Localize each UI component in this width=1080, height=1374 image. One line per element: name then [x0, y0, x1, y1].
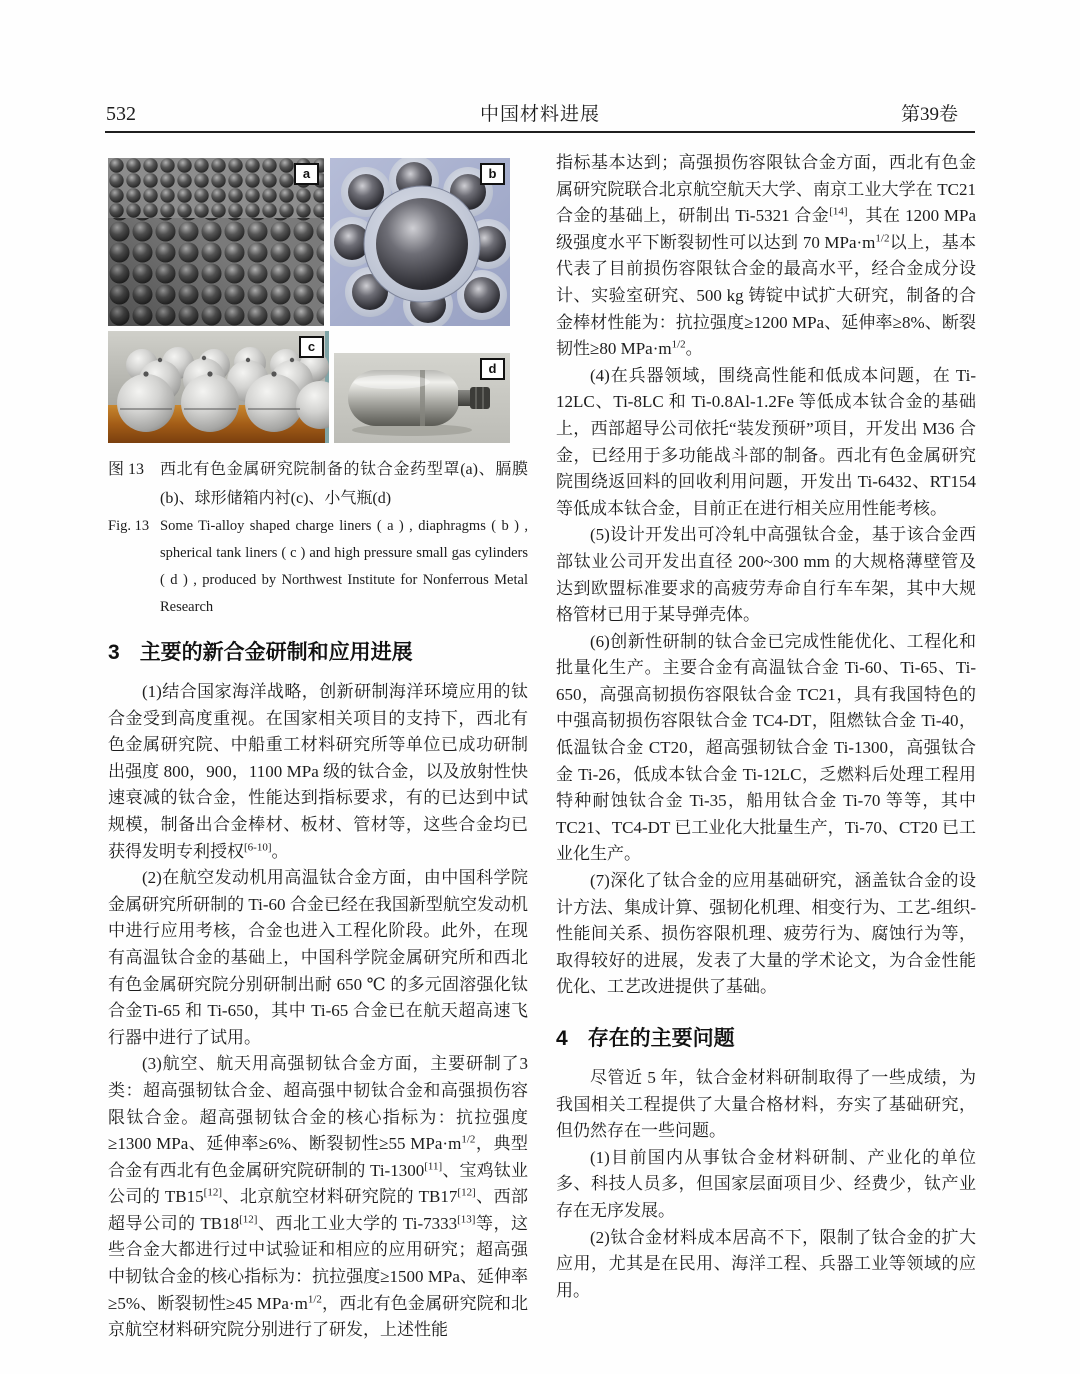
- section-4-title: 存在的主要问题: [587, 1027, 735, 1050]
- para-s3-1: (1)结合国家海洋战略，创新研制海洋环境应用的钛合金受到高度重视。在国家相关项目的支持下，西北有色金属研究院、中船重工材料研究所等单位已成功研制出强度 800，900，1100 MPa 级的钛合金，以及放射性快速衰减的钛合金，性能达到指标要求，有的已达到中试规模，制备出合金棒材、板材、管材等，这些合金均已获得发明专利授权[6-10]。: [108, 682, 528, 861]
- figure-caption-en-text: Some Ti-alloy shaped charge liners ( a ) , diaphragms ( b ) , spherical tank liners ( c ) and high pressure small gas cylinders ( d ) , produced by Northwest Institute for Nonferrous Metal Research: [160, 518, 528, 615]
- journal-title: 中国材料进展: [479, 104, 600, 125]
- page-number: 532: [106, 103, 136, 125]
- shaped-charge-liners-image: [108, 158, 324, 326]
- figure-row-top: [108, 158, 510, 326]
- panel-label-d: d: [480, 358, 505, 380]
- photo-diaphragms: [330, 158, 510, 326]
- para-s3-7: (7)深化了钛合金的应用基础研究，涵盖钛合金的设计方法、集成计算、强韧化机理、相变行为、工艺-组织-性能间关系、损伤容限机理、疲劳行为、腐蚀行为等，取得较好的进展，发表了大量的学术论文，为合金性能优化、工艺改进提供了基础。: [556, 871, 976, 997]
- left-column: [108, 0, 528, 1344]
- para-s4-2: (2)钛合金材料成本居高不下，限制了钛合金的扩大应用，尤其是在民用、海洋工程、兵器工业等领域的应用。: [556, 1227, 976, 1300]
- figure-caption-zh-text: 西北有色金属研究院制备的钛合金药型罩(a)、膈膜(b)、球形储箱内衬(c)、小气瓶(d): [160, 461, 528, 507]
- figure-caption-zh: [108, 455, 528, 513]
- panel-label-a: a: [294, 163, 319, 185]
- panel-label-c: c: [299, 336, 324, 358]
- para-s4-1: (1)目前国内从事钛合金材料研制、产业化的单位多、科技人员多，但国家层面项目少、经费少，钛产业存在无序发展。: [556, 1147, 976, 1220]
- para-s3-6: (6)创新性研制的钛合金已完成性能优化、工程化和批量化生产。主要合金有高温钛合金 Ti-60、Ti-65、Ti-650，高强高韧损伤容限钛合金 TC21，具有我国特色的中强高韧损伤容限钛合金 TC4-DT，阻燃钛合金 Ti-40，低温钛合金 CT20，超高强韧钛合金 Ti-1300，高强钛合金 Ti-26，低成本钛合金 Ti-12LC，乏燃料后处理工程用特种耐蚀钛合金 Ti-35，船用钛合金 Ti-70 等等，其中 TC21、TC4-DT 已工业化大批量生产，Ti-70、CT20 已工业化生产。: [556, 631, 976, 864]
- para-s3-2: (2)在航空发动机用高温钛合金方面，由中国科学院金属研究所研制的 Ti-60 合金已经在我国新型航空发动机中进行应用考核，合金也进入工程化阶段。此外，在现有高温钛合金的基础上，中国科学院金属研究所和西北有色金属研究院分别研制出耐 650 ℃ 的多元固溶强化钛合金Ti-65 和 Ti-650，其中 Ti-65 合金已在航天超高速飞行器中进行了试用。: [108, 868, 528, 1047]
- spherical-tank-liners-image: [108, 331, 329, 443]
- figure-caption-zh-label: 图 13: [108, 461, 145, 478]
- para-s3-4: (4)在兵器领域，围绕高性能和低成本问题，在 Ti-12LC、Ti-8LC 和 Ti-0.8Al-1.2Fe 等低成本钛合金的基础上，西部超导公司依托“装发预研”项目，开发出 M36 合金，已经用于多功能战斗部的制备。西北有色金属研究院围绕返回料的回收利用问题，开发出 Ti-6432、RT154 等低成本钛合金，目前正在进行相关应用性能考核。: [556, 365, 976, 518]
- section-3-title: 主要的新合金研制和应用进展: [139, 641, 413, 664]
- panel-label-b: b: [480, 163, 505, 185]
- right-column: [556, 0, 976, 1304]
- section-3-heading: [108, 639, 528, 667]
- para-s4-intro: 尽管近 5 年，钛合金材料研制取得了一些成绩，为我国相关工程提供了大量合格材料，夯实了基础研究，但仍然存在一些问题。: [556, 1068, 976, 1141]
- photo-shaped-charge-liners: [108, 158, 324, 326]
- section-4-heading: [556, 1025, 976, 1053]
- section-4-number: 4: [556, 1027, 568, 1050]
- para-s3-3: (3)航空、航天用高强韧钛合金方面，主要研制了3类：超高强韧钛合金、超高强中韧钛合金和高强损伤容限钛合金。超高强韧钛合金的核心指标为：抗拉强度≥1300 MPa、延伸率≥6%、断裂韧性≥55 $MPa\cdot m^{1/2}$，典型合金有西北有色金属研究院研制的 Ti-1300[11]、宝鸡钛业公司的 TB15[12]、北京航空材料研究院的 TB17[12]、西部超导公司的 TB18[12]、西北工业大学的 Ti-7333[13]等，这些合金大都进行过中试验证和相应的应用研究；超高强中韧钛合金的核心指标为：抗拉强度≥1500 MPa、延伸率≥5%、断裂韧性≥45 $MPa\cdot m^{1/2}$，西北有色金属研究院和北京航空材料研究院分别进行了研发，上述性能: [108, 1054, 529, 1340]
- figure-13: [108, 158, 510, 443]
- photo-spherical-tank-liners: [108, 331, 329, 443]
- para-s3-3-continued: 指标基本达到；高强损伤容限钛合金方面，西北有色金属研究院联合北京航空航天大学、南京工业大学在 TC21 合金的基础上，研制出 Ti-5321 合金[14]，其在 1200 MPa 级强度水平下断裂韧性可以达到 70 $MPa\cdot m^{1/2}$以上，基本代表了目前损伤容限钛合金的最高水平，经合金成分设计、实验室研究、500 kg 铸锭中试扩大研究，制备的合金棒材性能为：抗拉强度≥1200 MPa、延伸率≥8%、断裂韧性≥80 $MPa\cdot m^{1/2}$。: [556, 153, 977, 359]
- photo-small-gas-cylinder: [334, 353, 510, 443]
- para-s3-5: (5)设计开发出可冷轧中高强钛合金，基于该合金西部钛业公司开发出直径 200~300 mm 的大规格薄壁管及达到欧盟标准要求的高疲劳寿命自行车车架，其中大规格管材已用于某导弹壳体。: [556, 525, 976, 625]
- figure-caption-en: [108, 513, 528, 621]
- section-3-number: 3: [108, 641, 120, 664]
- figure-caption-en-label: Fig. 13: [108, 518, 150, 534]
- volume-label: 第39卷: [900, 104, 958, 125]
- figure-row-bottom: [108, 331, 510, 443]
